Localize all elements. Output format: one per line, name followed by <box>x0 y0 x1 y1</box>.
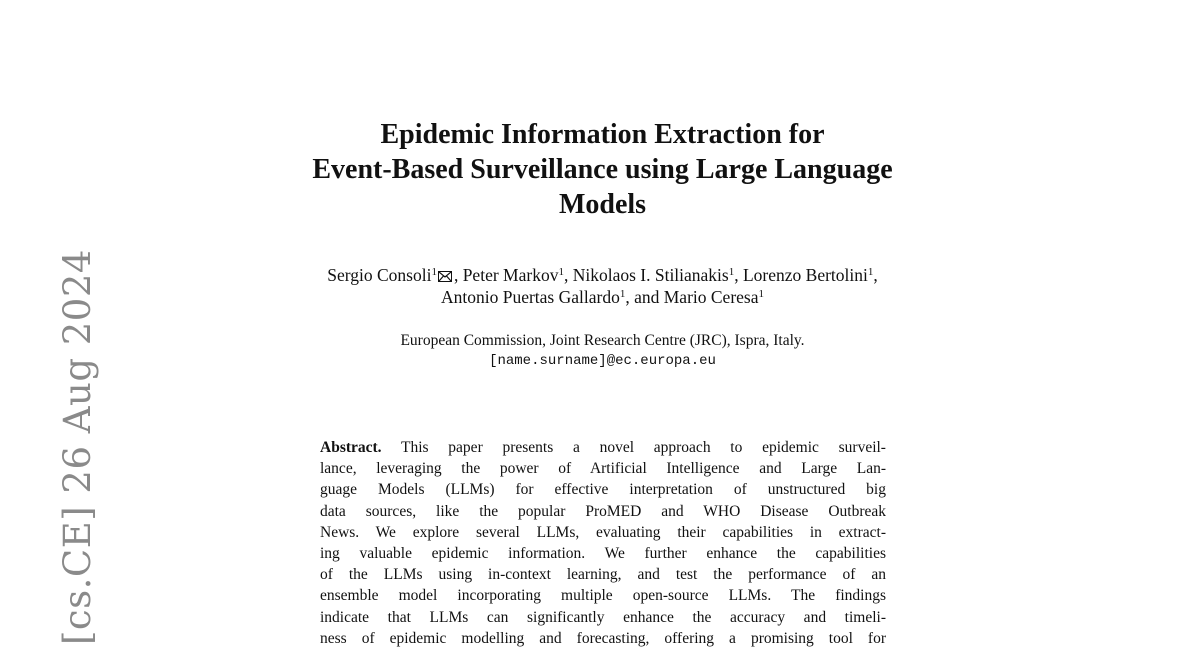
abstract-line: indicate that LLMs can significantly enhance the accuracy and timeli- <box>320 608 886 626</box>
arxiv-side-stamp <box>8 0 99 648</box>
author-name: , Peter Markov <box>453 265 559 285</box>
title-line-2: Event-Based Surveillance using Large Language <box>312 154 893 185</box>
abstract-text: This paper presents a novel approach to epidemic surveil- <box>401 439 886 456</box>
affiliation-mark: 1 <box>619 288 626 300</box>
envelope-icon <box>438 271 452 282</box>
abstract <box>320 437 886 649</box>
abstract-line: guage Models (LLMs) for effective interpretation of unstructured big <box>320 481 886 499</box>
title-line-3: Models <box>558 189 647 220</box>
author-line-2 <box>230 286 975 308</box>
abstract-line: lance, leveraging the power of Artificial Intelligence and Large Lan- <box>320 460 886 478</box>
author-line-1 <box>230 264 975 286</box>
author-name: , Lorenzo Bertolini <box>734 265 868 285</box>
paper-title <box>250 117 955 222</box>
author-name: , and Mario Ceresa <box>625 287 759 307</box>
abstract-line: of the LLMs using in-context learning, and test the performance of an <box>320 566 886 584</box>
affiliation-mark: 1 <box>431 266 437 278</box>
title-line-1: Epidemic Information Extraction for <box>380 119 825 150</box>
author-list <box>230 264 975 308</box>
abstract-line: News. We explore several LLMs, evaluating their capabilities in extract- <box>320 523 886 541</box>
author-name: Sergio Consoli <box>327 265 432 285</box>
abstract-line <box>320 437 886 458</box>
affiliation-text: European Commission, Joint Research Centre (JRC), Ispra, Italy. <box>400 332 805 349</box>
affiliation-mark: 1 <box>728 266 735 278</box>
abstract-line: ing valuable epidemic information. We further enhance the capabilities <box>320 545 886 563</box>
author-name: , Nikolaos I. Stilianakis <box>563 265 729 285</box>
affiliation-mark: 1 <box>867 266 874 278</box>
abstract-line: ness of epidemic modelling and forecasting, offering a promising tool for <box>320 629 886 647</box>
contact-email: [name.surname]@ec.europa.eu <box>489 353 716 369</box>
author-separator: , <box>873 265 878 285</box>
affiliation-mark: 1 <box>758 288 764 300</box>
abstract-line: data sources, like the popular ProMED and WHO Disease Outbreak <box>320 502 886 520</box>
arxiv-stamp-text: [cs.CE] 26 Aug 2024 <box>56 249 99 645</box>
author-name: Antonio Puertas Gallardo <box>440 287 620 307</box>
abstract-line: ensemble model incorporating multiple open-source LLMs. The findings <box>320 587 886 605</box>
affiliation-block <box>250 330 955 372</box>
abstract-label: Abstract. <box>320 439 382 456</box>
affiliation-mark: 1 <box>558 266 564 278</box>
